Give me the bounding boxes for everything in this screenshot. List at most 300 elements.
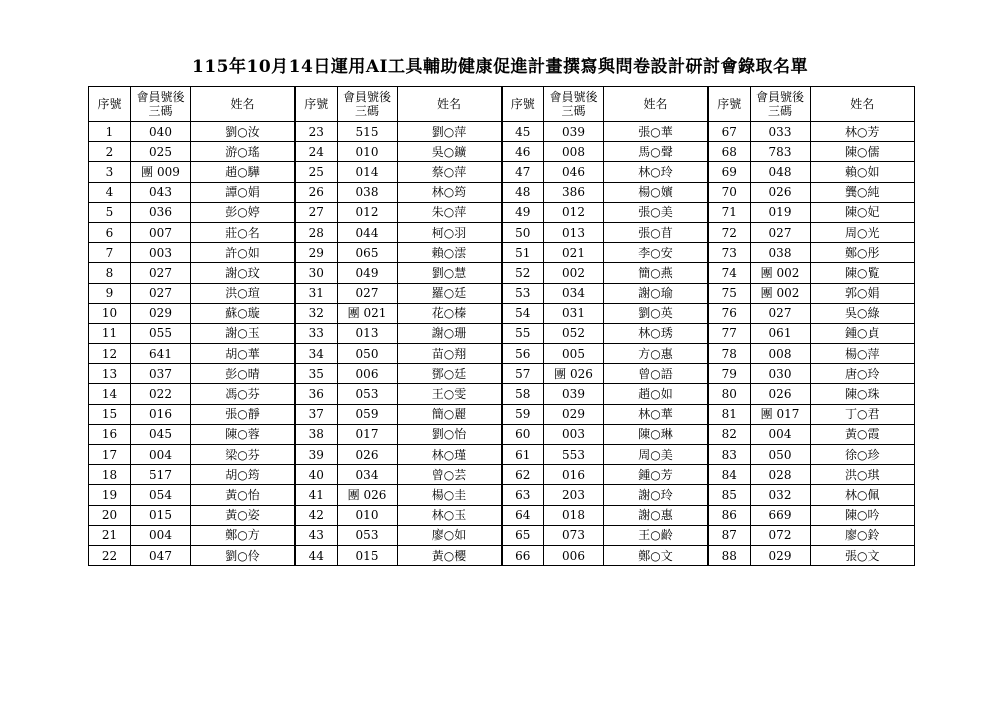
column-header-seq: 序號 [89, 87, 131, 122]
cell-seq: 15 [89, 404, 131, 424]
cell-member-code: 027 [750, 303, 810, 323]
cell-seq: 66 [502, 545, 544, 565]
cell-member-code: 039 [544, 384, 604, 404]
cell-name: 陳○蓉 [191, 424, 296, 444]
table-row [89, 283, 915, 303]
cell-member-code: 053 [337, 525, 397, 545]
cell-name: 謝○玟 [191, 263, 296, 283]
cell-member-code: 團 021 [337, 303, 397, 323]
cell-seq: 79 [708, 364, 750, 384]
cell-member-code: 073 [544, 525, 604, 545]
cell-seq: 2 [89, 142, 131, 162]
cell-name: 林○華 [604, 404, 709, 424]
cell-seq: 65 [502, 525, 544, 545]
cell-seq: 62 [502, 465, 544, 485]
cell-member-code: 040 [131, 122, 191, 142]
cell-seq: 6 [89, 222, 131, 242]
table-row [89, 303, 915, 323]
table-row [89, 525, 915, 545]
cell-name: 鍾○芳 [604, 465, 709, 485]
cell-seq: 23 [295, 122, 337, 142]
cell-member-code: 012 [337, 202, 397, 222]
cell-member-code: 054 [131, 485, 191, 505]
cell-name: 趙○如 [604, 384, 709, 404]
cell-member-code: 團 026 [544, 364, 604, 384]
cell-name: 趙○驊 [191, 162, 296, 182]
cell-seq: 22 [89, 545, 131, 565]
cell-seq: 80 [708, 384, 750, 404]
cell-seq: 61 [502, 445, 544, 465]
cell-name: 林○瑾 [397, 445, 502, 465]
cell-member-code: 072 [750, 525, 810, 545]
cell-member-code: 021 [544, 243, 604, 263]
cell-member-code: 013 [544, 222, 604, 242]
cell-member-code: 014 [337, 162, 397, 182]
column-header-member: 會員號後三碼 [750, 87, 810, 122]
cell-member-code: 059 [337, 404, 397, 424]
cell-member-code: 團 002 [750, 283, 810, 303]
cell-seq: 76 [708, 303, 750, 323]
cell-member-code: 027 [131, 283, 191, 303]
cell-seq: 32 [295, 303, 337, 323]
cell-member-code: 030 [750, 364, 810, 384]
cell-seq: 19 [89, 485, 131, 505]
cell-member-code: 016 [131, 404, 191, 424]
cell-name: 林○筠 [397, 182, 502, 202]
cell-member-code: 386 [544, 182, 604, 202]
cell-name: 馬○聲 [604, 142, 709, 162]
cell-member-code: 049 [337, 263, 397, 283]
cell-member-code: 029 [131, 303, 191, 323]
cell-member-code: 029 [544, 404, 604, 424]
cell-name: 洪○琪 [810, 465, 915, 485]
cell-seq: 87 [708, 525, 750, 545]
table-row [89, 222, 915, 242]
cell-member-code: 005 [544, 344, 604, 364]
cell-name: 林○佩 [810, 485, 915, 505]
cell-name: 李○安 [604, 243, 709, 263]
cell-name: 蔡○萍 [397, 162, 502, 182]
cell-seq: 52 [502, 263, 544, 283]
column-header-seq: 序號 [708, 87, 750, 122]
cell-seq: 40 [295, 465, 337, 485]
cell-seq: 41 [295, 485, 337, 505]
table-row [89, 162, 915, 182]
cell-member-code: 018 [544, 505, 604, 525]
cell-name: 劉○英 [604, 303, 709, 323]
table-row [89, 445, 915, 465]
cell-name: 鄧○廷 [397, 364, 502, 384]
cell-seq: 11 [89, 323, 131, 343]
cell-name: 張○美 [604, 202, 709, 222]
cell-member-code: 010 [337, 505, 397, 525]
cell-seq: 67 [708, 122, 750, 142]
cell-member-code: 008 [750, 344, 810, 364]
cell-seq: 46 [502, 142, 544, 162]
cell-member-code: 026 [750, 182, 810, 202]
cell-member-code: 203 [544, 485, 604, 505]
cell-name: 林○琇 [604, 323, 709, 343]
header-row [89, 87, 915, 122]
cell-name: 林○玉 [397, 505, 502, 525]
column-header-member: 會員號後三碼 [544, 87, 604, 122]
cell-name: 劉○怡 [397, 424, 502, 444]
column-header-name: 姓名 [397, 87, 502, 122]
cell-member-code: 025 [131, 142, 191, 162]
cell-seq: 38 [295, 424, 337, 444]
cell-name: 劉○慧 [397, 263, 502, 283]
cell-name: 林○芳 [810, 122, 915, 142]
table-row [89, 384, 915, 404]
cell-member-code: 517 [131, 465, 191, 485]
cell-name: 陳○覧 [810, 263, 915, 283]
cell-member-code: 043 [131, 182, 191, 202]
cell-member-code: 028 [750, 465, 810, 485]
column-header-seq: 序號 [295, 87, 337, 122]
cell-seq: 21 [89, 525, 131, 545]
cell-seq: 78 [708, 344, 750, 364]
cell-name: 周○光 [810, 222, 915, 242]
cell-member-code: 037 [131, 364, 191, 384]
cell-seq: 10 [89, 303, 131, 323]
cell-seq: 8 [89, 263, 131, 283]
cell-seq: 44 [295, 545, 337, 565]
cell-seq: 47 [502, 162, 544, 182]
cell-name: 劉○伶 [191, 545, 296, 565]
cell-name: 洪○瑄 [191, 283, 296, 303]
cell-member-code: 027 [131, 263, 191, 283]
cell-seq: 37 [295, 404, 337, 424]
cell-seq: 4 [89, 182, 131, 202]
cell-member-code: 044 [337, 222, 397, 242]
cell-member-code: 034 [337, 465, 397, 485]
cell-seq: 55 [502, 323, 544, 343]
cell-seq: 14 [89, 384, 131, 404]
cell-seq: 77 [708, 323, 750, 343]
cell-name: 苗○翔 [397, 344, 502, 364]
cell-seq: 9 [89, 283, 131, 303]
cell-member-code: 034 [544, 283, 604, 303]
cell-name: 王○雯 [397, 384, 502, 404]
cell-seq: 81 [708, 404, 750, 424]
cell-member-code: 團 009 [131, 162, 191, 182]
cell-seq: 50 [502, 222, 544, 242]
cell-member-code: 004 [750, 424, 810, 444]
cell-member-code: 007 [131, 222, 191, 242]
cell-seq: 43 [295, 525, 337, 545]
cell-seq: 64 [502, 505, 544, 525]
cell-seq: 39 [295, 445, 337, 465]
cell-name: 曾○語 [604, 364, 709, 384]
cell-name: 曾○芸 [397, 465, 502, 485]
cell-name: 陳○珠 [810, 384, 915, 404]
cell-name: 唐○玲 [810, 364, 915, 384]
cell-name: 謝○玉 [191, 323, 296, 343]
cell-member-code: 039 [544, 122, 604, 142]
cell-name: 賴○澐 [397, 243, 502, 263]
cell-member-code: 515 [337, 122, 397, 142]
cell-member-code: 050 [750, 445, 810, 465]
cell-name: 柯○羽 [397, 222, 502, 242]
cell-name: 陳○妃 [810, 202, 915, 222]
cell-name: 劉○汝 [191, 122, 296, 142]
cell-member-code: 004 [131, 445, 191, 465]
cell-name: 黃○怡 [191, 485, 296, 505]
cell-name: 鄭○方 [191, 525, 296, 545]
cell-name: 鍾○貞 [810, 323, 915, 343]
table-row [89, 122, 915, 142]
cell-name: 羅○廷 [397, 283, 502, 303]
cell-name: 吳○鑛 [397, 142, 502, 162]
cell-seq: 42 [295, 505, 337, 525]
cell-seq: 33 [295, 323, 337, 343]
cell-member-code: 010 [337, 142, 397, 162]
cell-seq: 17 [89, 445, 131, 465]
cell-name: 楊○嬪 [604, 182, 709, 202]
cell-seq: 63 [502, 485, 544, 505]
cell-name: 游○瑤 [191, 142, 296, 162]
cell-seq: 59 [502, 404, 544, 424]
cell-member-code: 641 [131, 344, 191, 364]
cell-name: 簡○燕 [604, 263, 709, 283]
cell-member-code: 038 [750, 243, 810, 263]
cell-name: 吳○綠 [810, 303, 915, 323]
cell-seq: 60 [502, 424, 544, 444]
cell-member-code: 013 [337, 323, 397, 343]
cell-seq: 83 [708, 445, 750, 465]
cell-seq: 3 [89, 162, 131, 182]
table-row [89, 243, 915, 263]
cell-name: 周○美 [604, 445, 709, 465]
cell-name: 譚○娟 [191, 182, 296, 202]
cell-seq: 13 [89, 364, 131, 384]
cell-member-code: 029 [750, 545, 810, 565]
cell-member-code: 038 [337, 182, 397, 202]
cell-name: 龔○純 [810, 182, 915, 202]
cell-name: 張○靜 [191, 404, 296, 424]
cell-member-code: 783 [750, 142, 810, 162]
cell-name: 鄭○彤 [810, 243, 915, 263]
table-row [89, 485, 915, 505]
cell-seq: 70 [708, 182, 750, 202]
cell-seq: 85 [708, 485, 750, 505]
cell-name: 彭○晴 [191, 364, 296, 384]
cell-seq: 27 [295, 202, 337, 222]
cell-name: 徐○珍 [810, 445, 915, 465]
cell-seq: 75 [708, 283, 750, 303]
cell-member-code: 026 [337, 445, 397, 465]
cell-name: 張○華 [604, 122, 709, 142]
cell-seq: 56 [502, 344, 544, 364]
cell-name: 胡○華 [191, 344, 296, 364]
cell-member-code: 015 [337, 545, 397, 565]
cell-seq: 84 [708, 465, 750, 485]
cell-name: 劉○萍 [397, 122, 502, 142]
cell-name: 郭○娟 [810, 283, 915, 303]
cell-seq: 73 [708, 243, 750, 263]
cell-seq: 26 [295, 182, 337, 202]
page-title: 115年10月14日運用AI工具輔助健康促進計畫撰寫與問卷設計研討會錄取名單 [192, 57, 808, 77]
cell-member-code: 002 [544, 263, 604, 283]
cell-name: 林○玲 [604, 162, 709, 182]
cell-seq: 48 [502, 182, 544, 202]
cell-name: 楊○萍 [810, 344, 915, 364]
column-header-seq: 序號 [502, 87, 544, 122]
cell-member-code: 008 [544, 142, 604, 162]
cell-name: 陳○琳 [604, 424, 709, 444]
cell-member-code: 006 [544, 545, 604, 565]
cell-name: 謝○珊 [397, 323, 502, 343]
table-row [89, 364, 915, 384]
cell-seq: 57 [502, 364, 544, 384]
cell-seq: 18 [89, 465, 131, 485]
cell-name: 廖○如 [397, 525, 502, 545]
cell-seq: 71 [708, 202, 750, 222]
cell-member-code: 004 [131, 525, 191, 545]
cell-seq: 35 [295, 364, 337, 384]
cell-member-code: 048 [750, 162, 810, 182]
table-row [89, 424, 915, 444]
cell-name: 蘇○璇 [191, 303, 296, 323]
cell-name: 彭○婷 [191, 202, 296, 222]
cell-member-code: 019 [750, 202, 810, 222]
cell-seq: 51 [502, 243, 544, 263]
cell-member-code: 團 017 [750, 404, 810, 424]
cell-seq: 16 [89, 424, 131, 444]
cell-seq: 7 [89, 243, 131, 263]
cell-seq: 5 [89, 202, 131, 222]
cell-member-code: 022 [131, 384, 191, 404]
cell-seq: 58 [502, 384, 544, 404]
cell-member-code: 052 [544, 323, 604, 343]
cell-name: 黃○霞 [810, 424, 915, 444]
cell-member-code: 053 [337, 384, 397, 404]
cell-name: 丁○君 [810, 404, 915, 424]
cell-name: 陳○儒 [810, 142, 915, 162]
cell-member-code: 012 [544, 202, 604, 222]
cell-member-code: 006 [337, 364, 397, 384]
cell-member-code: 553 [544, 445, 604, 465]
cell-seq: 12 [89, 344, 131, 364]
cell-name: 許○如 [191, 243, 296, 263]
cell-name: 賴○如 [810, 162, 915, 182]
table-row [89, 465, 915, 485]
cell-seq: 28 [295, 222, 337, 242]
cell-name: 張○苜 [604, 222, 709, 242]
cell-seq: 30 [295, 263, 337, 283]
cell-name: 胡○筠 [191, 465, 296, 485]
cell-seq: 24 [295, 142, 337, 162]
cell-member-code: 031 [544, 303, 604, 323]
cell-member-code: 017 [337, 424, 397, 444]
cell-seq: 1 [89, 122, 131, 142]
table-row [89, 202, 915, 222]
cell-name: 鄭○文 [604, 545, 709, 565]
cell-seq: 88 [708, 545, 750, 565]
cell-seq: 36 [295, 384, 337, 404]
cell-name: 王○齡 [604, 525, 709, 545]
column-header-member: 會員號後三碼 [337, 87, 397, 122]
cell-seq: 34 [295, 344, 337, 364]
cell-name: 花○榛 [397, 303, 502, 323]
cell-seq: 25 [295, 162, 337, 182]
admission-list-table [88, 86, 915, 566]
cell-member-code: 036 [131, 202, 191, 222]
cell-seq: 72 [708, 222, 750, 242]
cell-name: 張○文 [810, 545, 915, 565]
cell-name: 謝○瑜 [604, 283, 709, 303]
cell-seq: 54 [502, 303, 544, 323]
cell-seq: 86 [708, 505, 750, 525]
cell-name: 廖○鈴 [810, 525, 915, 545]
cell-member-code: 046 [544, 162, 604, 182]
cell-member-code: 050 [337, 344, 397, 364]
cell-name: 簡○麗 [397, 404, 502, 424]
cell-member-code: 032 [750, 485, 810, 505]
cell-member-code: 027 [750, 222, 810, 242]
cell-seq: 20 [89, 505, 131, 525]
cell-member-code: 015 [131, 505, 191, 525]
cell-member-code: 003 [131, 243, 191, 263]
cell-name: 謝○惠 [604, 505, 709, 525]
cell-name: 陳○吟 [810, 505, 915, 525]
cell-member-code: 026 [750, 384, 810, 404]
cell-member-code: 027 [337, 283, 397, 303]
table-row [89, 182, 915, 202]
cell-member-code: 047 [131, 545, 191, 565]
column-header-name: 姓名 [810, 87, 915, 122]
cell-name: 方○惠 [604, 344, 709, 364]
cell-member-code: 033 [750, 122, 810, 142]
cell-seq: 53 [502, 283, 544, 303]
cell-member-code: 061 [750, 323, 810, 343]
cell-seq: 68 [708, 142, 750, 162]
cell-name: 朱○萍 [397, 202, 502, 222]
table-row [89, 323, 915, 343]
column-header-name: 姓名 [604, 87, 709, 122]
cell-seq: 82 [708, 424, 750, 444]
column-header-name: 姓名 [191, 87, 296, 122]
cell-name: 楊○圭 [397, 485, 502, 505]
cell-member-code: 055 [131, 323, 191, 343]
table-row [89, 404, 915, 424]
cell-seq: 45 [502, 122, 544, 142]
cell-member-code: 團 002 [750, 263, 810, 283]
cell-seq: 31 [295, 283, 337, 303]
cell-seq: 49 [502, 202, 544, 222]
table-row [89, 263, 915, 283]
cell-name: 黃○櫻 [397, 545, 502, 565]
cell-seq: 74 [708, 263, 750, 283]
cell-member-code: 065 [337, 243, 397, 263]
cell-member-code: 003 [544, 424, 604, 444]
table-row [89, 142, 915, 162]
cell-member-code: 團 026 [337, 485, 397, 505]
cell-seq: 69 [708, 162, 750, 182]
cell-member-code: 045 [131, 424, 191, 444]
cell-member-code: 016 [544, 465, 604, 485]
cell-name: 馮○芬 [191, 384, 296, 404]
column-header-member: 會員號後三碼 [131, 87, 191, 122]
table-row [89, 505, 915, 525]
cell-name: 黃○姿 [191, 505, 296, 525]
cell-seq: 29 [295, 243, 337, 263]
cell-name: 謝○玲 [604, 485, 709, 505]
cell-member-code: 669 [750, 505, 810, 525]
cell-name: 莊○名 [191, 222, 296, 242]
table-row [89, 545, 915, 565]
table-row [89, 344, 915, 364]
